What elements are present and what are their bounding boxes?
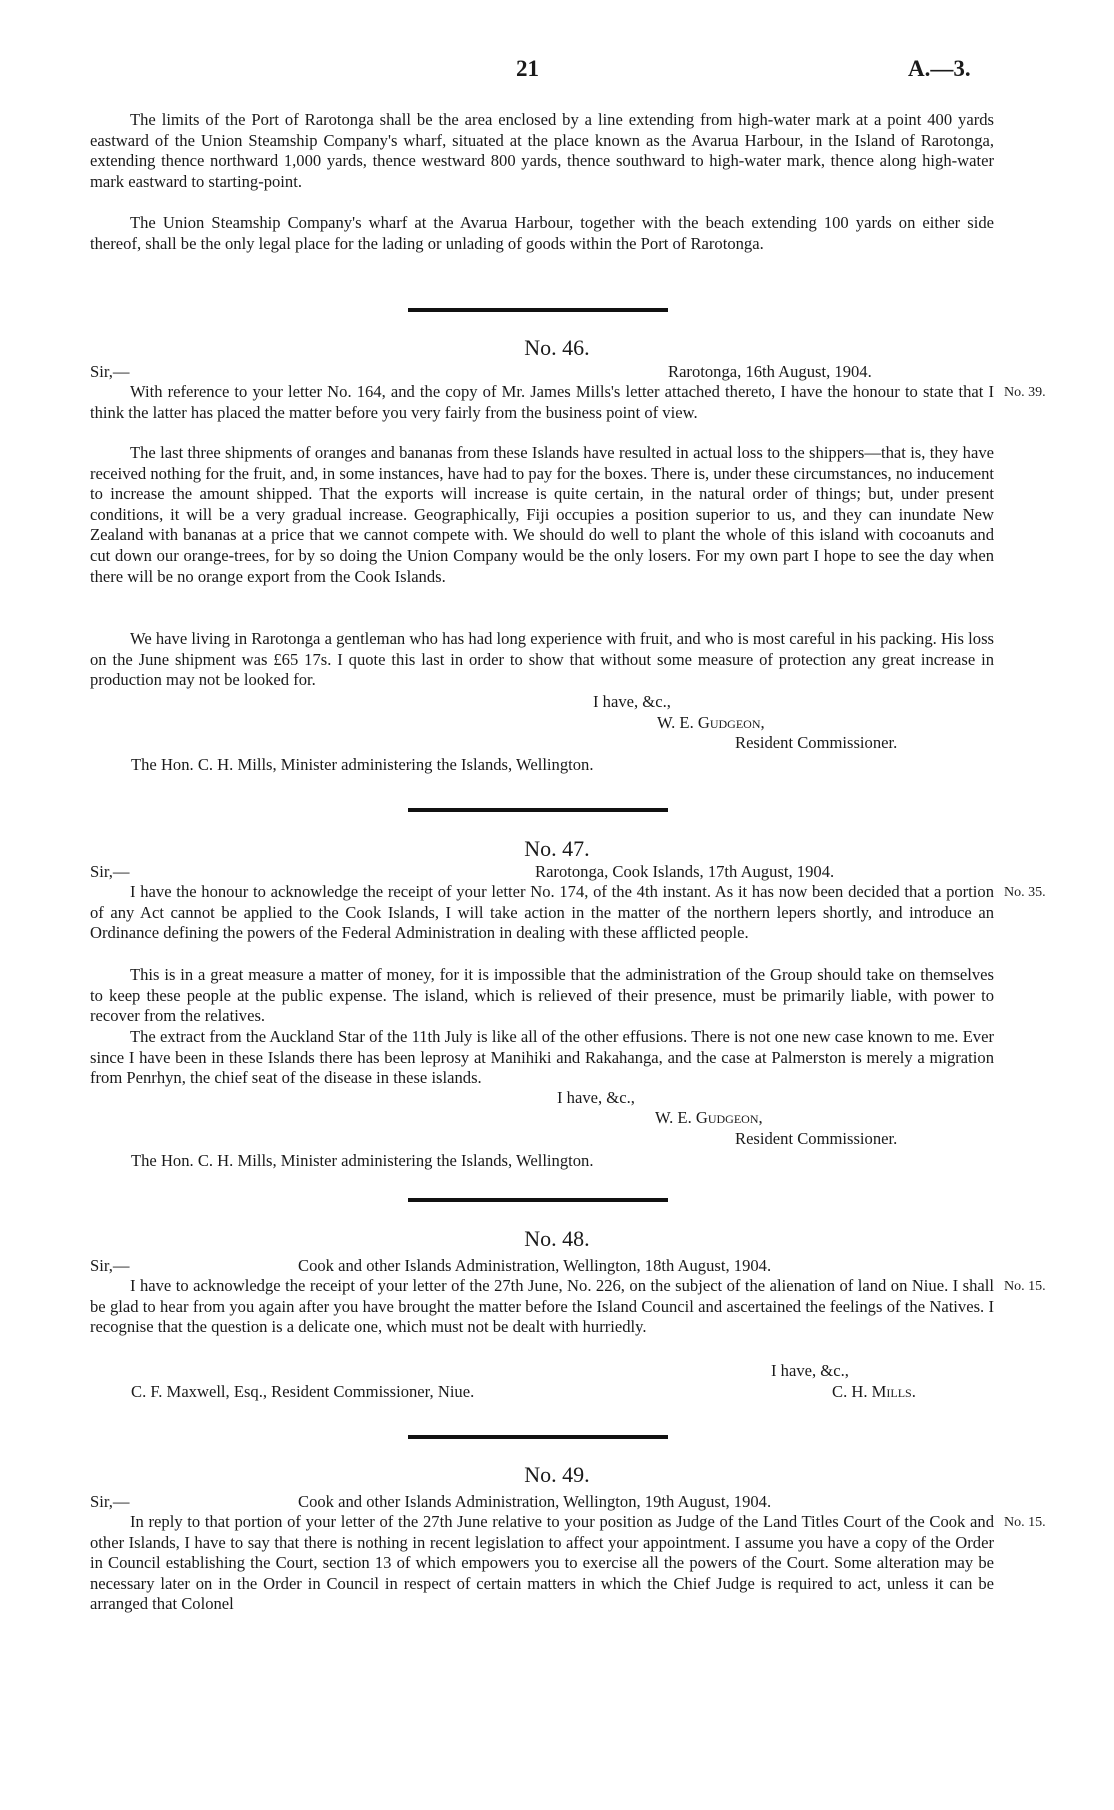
letter-paragraph: With reference to your letter No. 164, and the copy of Mr. James Mills's letter attached thereto, I have the honour to state that I think the latter has placed the matter before you very fairly from the business point of view. bbox=[90, 382, 994, 422]
letter-paragraph: This is in a great measure a matter of money, for it is impossible that the administration of the Group should take on themselves to keep these people at the public expense. The island, which is relieved of their presence, must be primarily liable, with power to recover from the relatives. bbox=[90, 965, 994, 1026]
letter-paragraph: I have the honour to acknowledge the receipt of your letter No. 174, of the 4th instant. As it has now been decided that a portion of any Act cannot be applied to the Cook Islands, I will take action in the matter of the northern lepers shortly, and introduce an Ordinance defining the powers of the Federal Administration in dealing with these afflicted people. bbox=[90, 882, 994, 943]
closing: I have, &c., bbox=[557, 1088, 635, 1107]
addressee: C. F. Maxwell, Esq., Resident Commissioner, Niue. bbox=[131, 1382, 475, 1401]
salutation: Sir,— bbox=[90, 862, 130, 881]
letter-paragraph: The extract from the Auckland Star of the 11th July is like all of the other effusions. There is not one new case known to me. Ever since I have been in these Islands there has been leprosy at Manihiki and Rakahanga, and the case at Palmerston is merely a migration from Penrhyn, the chief seat of the disease in these islands. bbox=[90, 1027, 994, 1088]
signatory: W. E. Gudgeon, bbox=[655, 1108, 763, 1127]
margin-reference: No. 39. bbox=[1004, 385, 1046, 400]
signatory: W. E. Gudgeon, bbox=[657, 713, 765, 732]
place-date: Cook and other Islands Administration, Wellington, 18th August, 1904. bbox=[298, 1256, 772, 1275]
letter-paragraph: We have living in Rarotonga a gentleman who has had long experience with fruit, and who is most careful in his packing. His loss on the June shipment was £65 17s. I quote this last in order to show that without some measure of protection any great increase in production may not be looked for. bbox=[90, 629, 994, 690]
place-date: Rarotonga, Cook Islands, 17th August, 1904. bbox=[535, 862, 835, 881]
letter-paragraph: In reply to that portion of your letter of the 27th June relative to your position as Judge of the Land Titles Court of the Cook and other Islands, I have to say that there is nothing in recent legislation to affect your appointment. I assume you have a copy of the Order in Council establishing the Court, section 13 of which empowers you to exercise all the powers of the Court. Some alteration may be necessary later on in the Order in Council in respect of certain matters in which the Chief Judge is required to act, unless it can be arranged that Colonel bbox=[90, 1512, 994, 1614]
addressee: The Hon. C. H. Mills, Minister administering the Islands, Wellington. bbox=[131, 755, 594, 774]
section-divider bbox=[408, 1435, 668, 1439]
closing: I have, &c., bbox=[771, 1361, 849, 1380]
salutation: Sir,— bbox=[90, 1256, 130, 1275]
signatory-title: Resident Commissioner. bbox=[735, 733, 898, 752]
letter-number: No. 47. bbox=[524, 836, 590, 861]
margin-reference: No. 35. bbox=[1004, 885, 1046, 900]
place-date: Cook and other Islands Administration, Wellington, 19th August, 1904. bbox=[298, 1492, 772, 1511]
letter-number: No. 49. bbox=[524, 1462, 590, 1487]
intro-paragraph: The Union Steamship Company's wharf at the Avarua Harbour, together with the beach extending 100 yards on either side thereof, shall be the only legal place for the lading or unlading of goods within the Port of Rarotonga. bbox=[90, 213, 994, 253]
page-number: 21 bbox=[516, 56, 539, 81]
margin-reference: No. 15. bbox=[1004, 1515, 1046, 1530]
letter-paragraph: The last three shipments of oranges and bananas from these Islands have resulted in actual loss to the shippers—that is, they have received nothing for the fruit, and, in some instances, have had to pay for the boxes. There is, under these circumstances, no inducement to increase the amount shipped. That the exports will increase is quite certain, in the natural order of things; but, under present conditions, it will be a very gradual increase. Geographically, Fiji occupies a position superior to us, and they can inundate New Zealand with bananas at a price that we cannot compete with. We should do well to plant the whole of this island with cocoanuts and cut down our orange-trees, for by so doing the Union Company would be the only losers. For my own part I hope to see the day when there will be no orange export from the Cook Islands. bbox=[90, 443, 994, 586]
addressee: The Hon. C. H. Mills, Minister administering the Islands, Wellington. bbox=[131, 1151, 594, 1170]
signatory-title: Resident Commissioner. bbox=[735, 1129, 898, 1148]
salutation: Sir,— bbox=[90, 362, 130, 381]
letter-number: No. 46. bbox=[524, 335, 590, 360]
place-date: Rarotonga, 16th August, 1904. bbox=[668, 362, 872, 381]
signatory: C. H. Mills. bbox=[832, 1382, 916, 1401]
letter-paragraph: I have to acknowledge the receipt of your letter of the 27th June, No. 226, on the subject of the alienation of land on Niue. I shall be glad to hear from you again after you have brought the matter before the Island Council and ascertained the feelings of the Natives. I recognise that the question is a delicate one, which must not be dealt with hurriedly. bbox=[90, 1276, 994, 1337]
section-divider bbox=[408, 1198, 668, 1202]
document-code: A.—3. bbox=[908, 56, 971, 81]
section-divider bbox=[408, 308, 668, 312]
section-divider bbox=[408, 808, 668, 812]
margin-reference: No. 15. bbox=[1004, 1279, 1046, 1294]
intro-paragraph: The limits of the Port of Rarotonga shall be the area enclosed by a line extending from high-water mark at a point 400 yards eastward of the Union Steamship Company's wharf, situated at the place known as the Avarua Harbour, in the Island of Rarotonga, extending thence northward 1,000 yards, thence westward 800 yards, thence southward to high-water mark, thence along high-water mark eastward to starting-point. bbox=[90, 110, 994, 191]
salutation: Sir,— bbox=[90, 1492, 130, 1511]
letter-number: No. 48. bbox=[524, 1226, 590, 1251]
closing: I have, &c., bbox=[593, 692, 671, 711]
